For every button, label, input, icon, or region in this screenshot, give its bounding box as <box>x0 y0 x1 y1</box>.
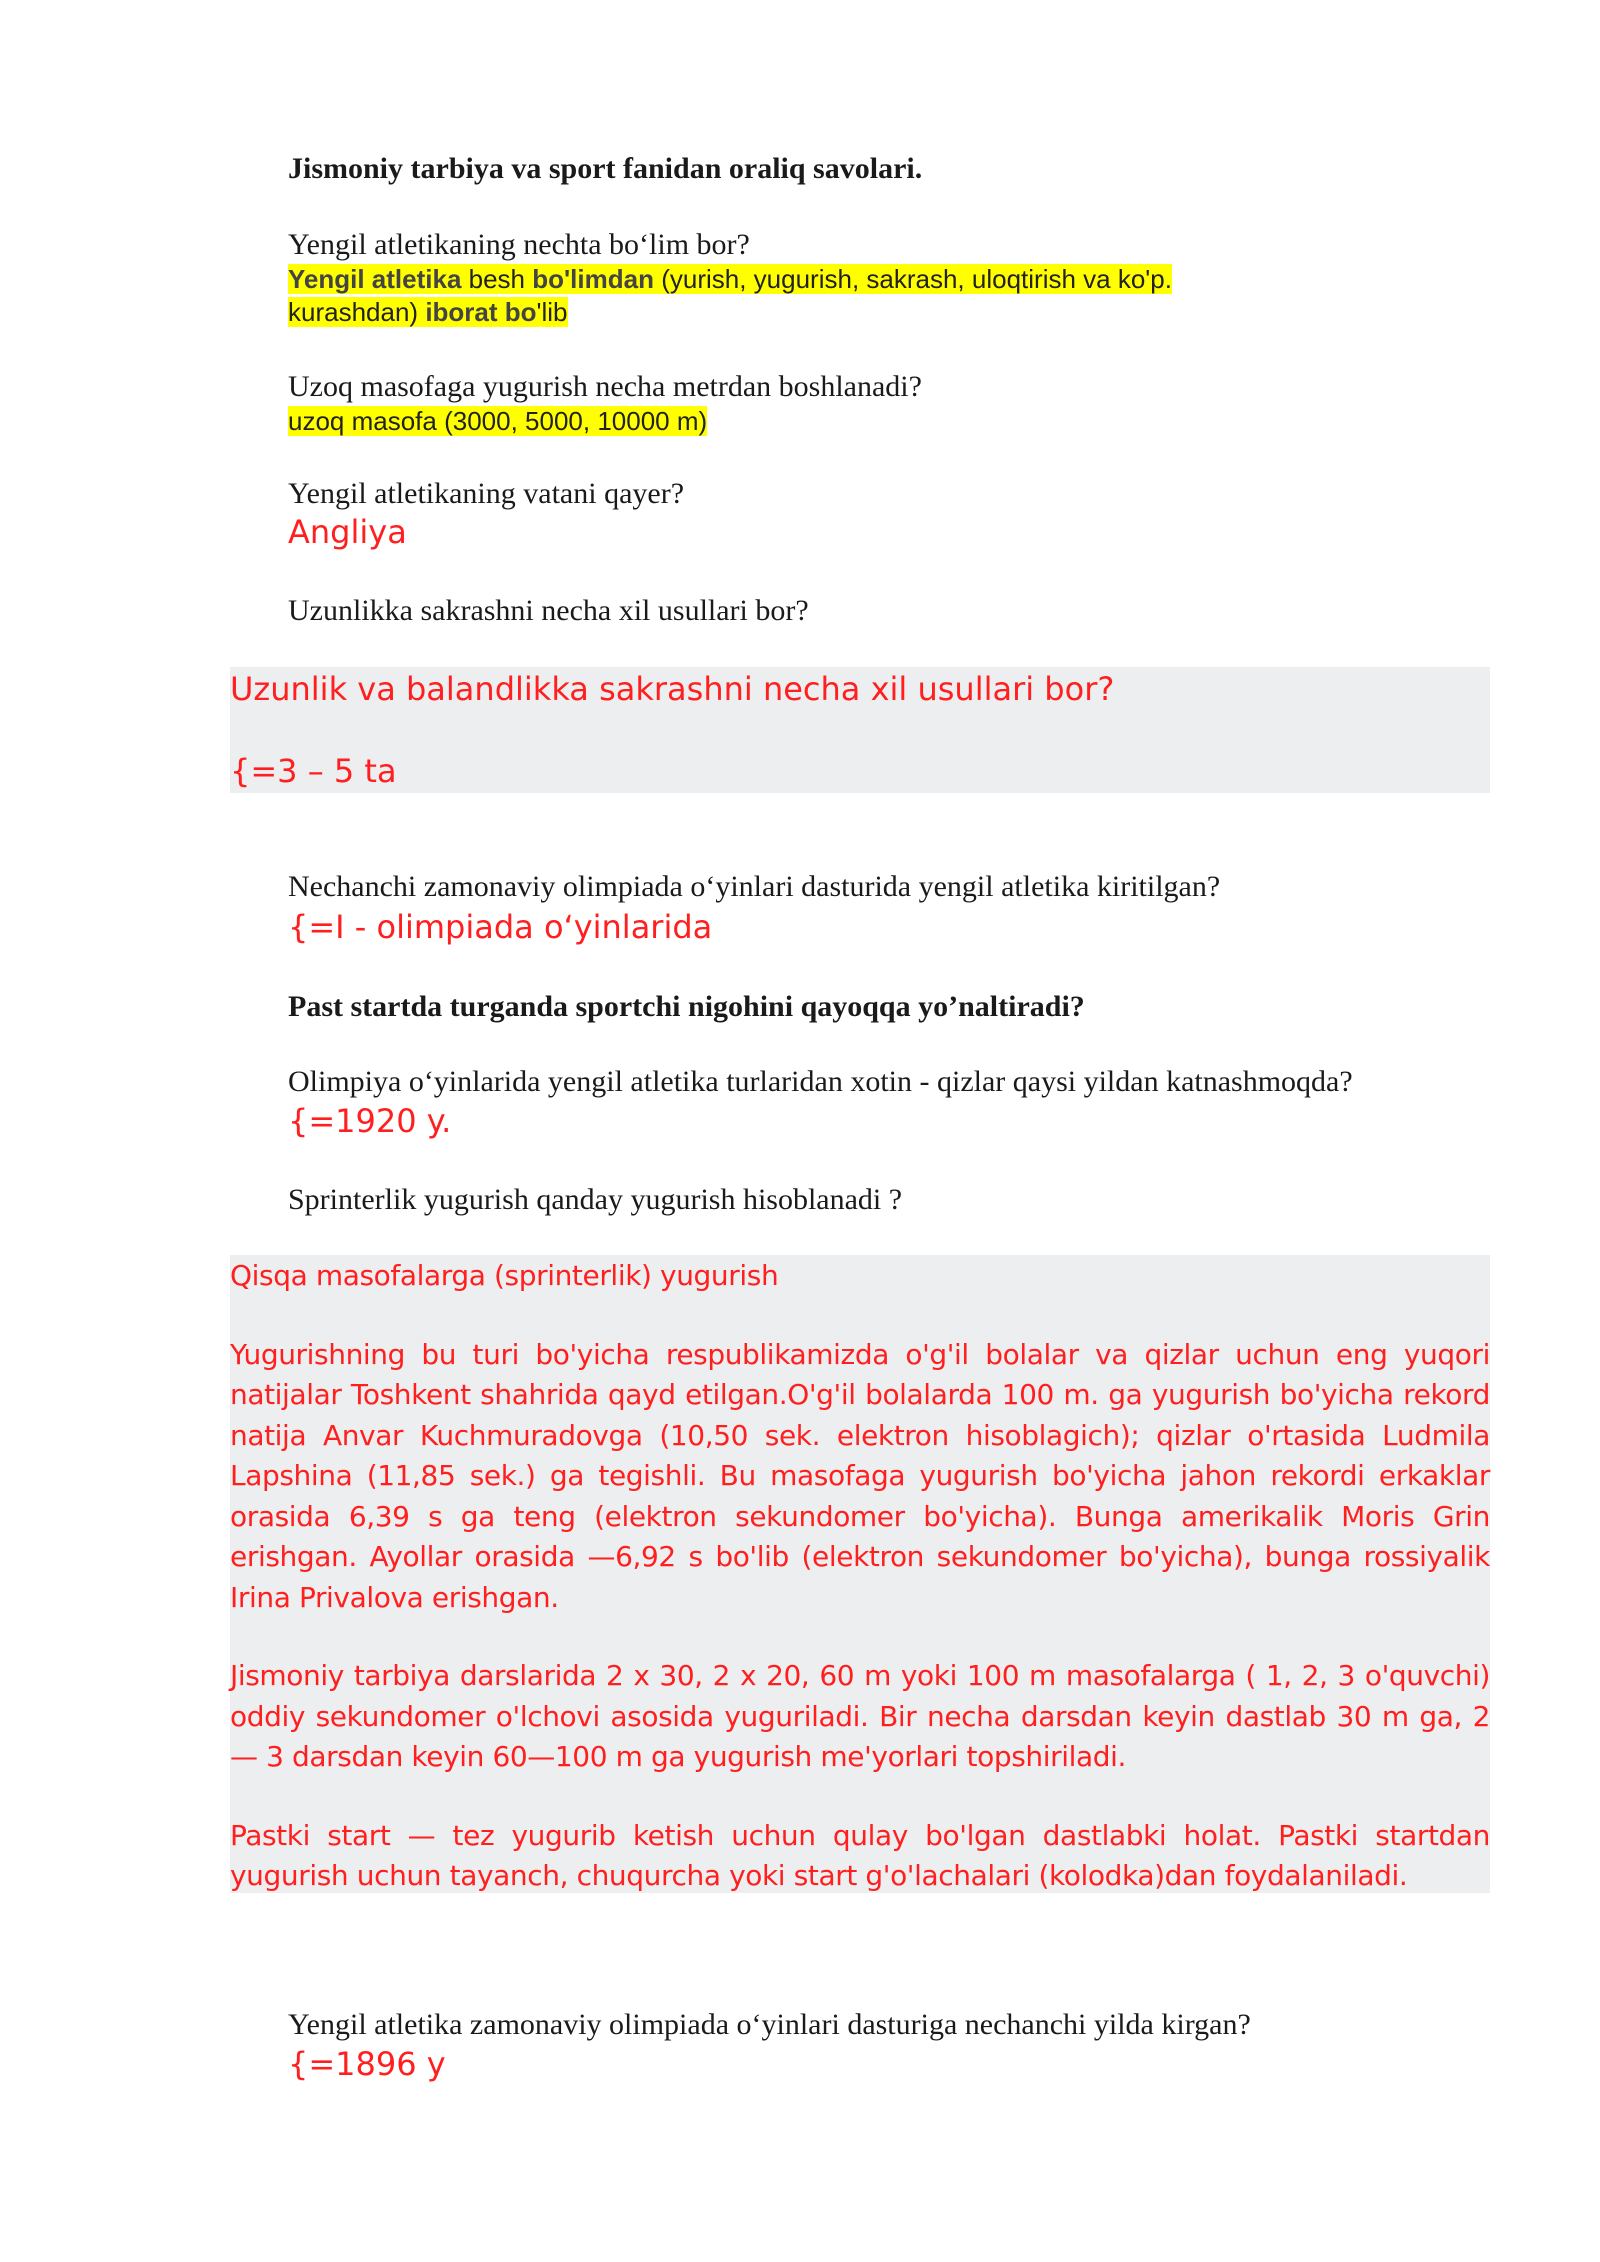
sprint-heading: Qisqa masofalarga (sprinterlik) yugurish <box>230 1259 779 1292</box>
answer-text: kurashdan) <box>288 297 426 327</box>
question-sections: Yengil atletikaning nechta bo‘lim bor? <box>288 228 750 261</box>
spacer <box>230 1618 1490 1656</box>
answer-bold: Yengil atletika <box>288 264 462 294</box>
question-homeland: Yengil atletikaning vatani qayer? <box>288 477 685 510</box>
question-sprint: Sprinterlik yugurish qanday yugurish hisoblanadi ? <box>288 1183 903 1216</box>
spacer <box>230 1778 1490 1816</box>
answer-women-year: {=1920 y. <box>288 1102 452 1140</box>
answer-bold: bo'limdan <box>532 264 654 294</box>
answer-text: uzoq masofa (3000, 5000, 10000 m) <box>288 406 708 436</box>
answer-olympic-entry-year: {=1896 y <box>288 2045 446 2083</box>
question-low-start-gaze: Past startda turganda sportchi nigohini qayoqqa yo’naltiradi? <box>288 990 1085 1023</box>
question-long-distance: Uzoq masofaga yugurish necha metrdan boshlanadi? <box>288 370 922 403</box>
question-olympic-entry-year: Yengil atletika zamonaviy olimpiada o‘yinlari dasturiga nechanchi yilda kirgan? <box>288 2008 1251 2041</box>
sprint-paragraph-lessons: Jismoniy tarbiya darslarida 2 x 30, 2 x 20, 60 m yoki 100 m masofalarga ( 1, 2, 3 o'quvchi) oddiy sekundomer o'lchovi asosida yuguriladi. Bir necha darsdan keyin dastlab 30 m ga, 2 — 3 darsdan keyin 60—100 m ga yugurish me'yorlari topshiriladi. <box>230 1659 1490 1773</box>
page-title: Jismoniy tarbiya va sport fanidan oraliq savolari. <box>288 152 923 185</box>
question-long-jump-methods: Uzunlikka sakrashni necha xil usullari bor? <box>288 594 809 627</box>
spacer <box>230 1297 1490 1335</box>
answer-sections <box>288 263 1172 329</box>
answer-text: (yurish, yugurish, sakrash, uloqtirish va ko'p. <box>653 264 1172 294</box>
answer-box-jump-question: Uzunlik va balandlikka sakrashni necha xil usullari bor? <box>230 670 1115 708</box>
question-women-year: Olimpiya o‘yinlarida yengil atletika turlaridan xotin - qizlar qaysi yildan katnashmoqda? <box>288 1065 1353 1098</box>
answer-box-jump-answer: {=3 – 5 ta <box>230 752 397 790</box>
answer-sections-line2 <box>288 296 1172 329</box>
sprint-paragraph-low-start: Pastki start — tez yugurib ketish uchun qulay bo'lgan dastlabki holat. Pastki startdan yugurish uchun tayanch, chuqurcha yoki start g'o'lachalari (kolodka)dan foydalaniladi. <box>230 1818 1490 1892</box>
answer-long-distance <box>288 405 707 438</box>
answer-text: besh <box>461 264 533 294</box>
answer-box-sprint-text <box>230 1256 1490 1897</box>
question-olympiad-number: Nechanchi zamonaviy olimpiada o‘yinlari dasturida yengil atletika kiritilgan? <box>288 870 1221 903</box>
answer-olympiad-number: {=I - olimpiada o‘yinlarida <box>288 908 713 946</box>
answer-text: 'lib <box>536 297 568 327</box>
sprint-paragraph-records: Yugurishning bu turi bo'yicha respublikamizda o'g'il bolalar va qizlar uchun eng yuqori natijalar Toshkent shahrida qayd etilgan.O'g'il bolalarda 100 m. ga yugurish bo'yicha rekord natija Anvar Kuchmuradovga (10,50 sek. elektron hisoblagich); qizlar o'rtasida Ludmila Lapshina (11,85 sek.) ga tegishli. Bu masofaga yugurish bo'yicha jahon rekordi erkaklar orasida 6,39 s ga teng (elektron sekundomer bo'yicha). Bunga amerikalik Moris Grin erishgan. Ayollar orasida —6,92 s bo'lib (elektron sekundomer bo'yicha), bunga rossiyalik Irina Privalova erishgan. <box>230 1337 1490 1614</box>
answer-sections-line1 <box>288 263 1172 296</box>
answer-bold: iborat bo <box>425 297 537 327</box>
answer-homeland: Angliya <box>288 513 407 551</box>
